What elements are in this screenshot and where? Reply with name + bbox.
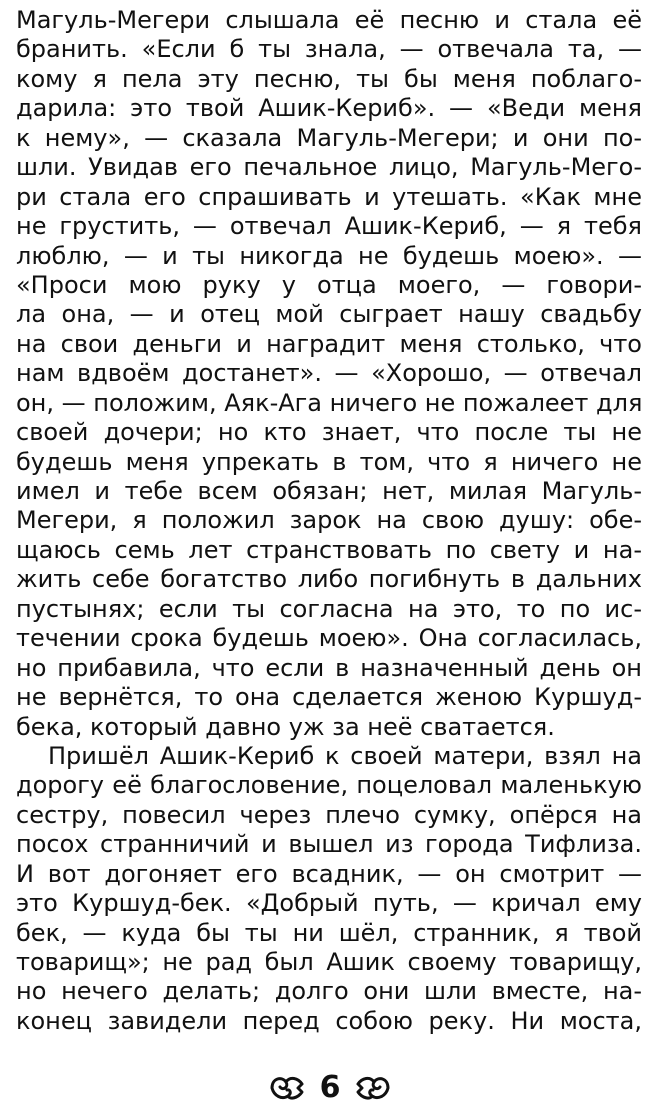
text-line: нам вдвоём достанет». — «Хорошо, — отвечал bbox=[16, 359, 642, 388]
text-line: бранить. «Если б ты знала, — отвечала та, — bbox=[16, 35, 642, 64]
text-line: Магуль-Мегери слышала её песню и стала её bbox=[16, 6, 642, 34]
text-line: пустынях; если ты согласна на это, то по ис- bbox=[16, 594, 642, 623]
text-line: не вернётся, то она сделается женою Куршуд- bbox=[16, 683, 642, 712]
text-line: имел и тебе всем обязан; нет, милая Магуль- bbox=[16, 477, 642, 505]
page-footer bbox=[0, 1068, 660, 1108]
text-line: дорогу её благословение, поцеловал маленькую bbox=[16, 771, 642, 800]
swirl-ornament-icon bbox=[268, 1072, 308, 1104]
text-line: кому я пела эту песню, ты бы меня поблаго- bbox=[16, 64, 642, 93]
text-line: но нечего делать; долго они шли вместе, на- bbox=[16, 977, 642, 1006]
text-line: течении срока будешь моею». Она согласилась, bbox=[16, 624, 642, 653]
text-line: будешь меня упрекать в том, что я ничего не bbox=[16, 447, 642, 476]
page-text bbox=[16, 6, 642, 1036]
page-number: 6 bbox=[319, 1070, 341, 1105]
text-line: ри стала его спрашивать и утешать. «Как мне bbox=[16, 182, 642, 211]
text-line: бек, — куда бы ты ни шёл, странник, я твой bbox=[16, 918, 642, 947]
text-line: сестру, повесил через плечо сумку, опёрся на bbox=[16, 800, 642, 829]
text-line: жить себе богатство либо погибнуть в дальних bbox=[16, 565, 642, 594]
text-line: дарила: это твой Ашик-Кериб». — «Веди меня bbox=[16, 94, 642, 123]
text-line: это Куршуд-бек. «Добрый путь, — кричал ему bbox=[16, 889, 642, 918]
text-line: но прибавила, что если в назначенный день он bbox=[16, 653, 642, 682]
swirl-ornament-icon bbox=[352, 1072, 392, 1104]
text-line: на свои деньги и наградит меня столько, что bbox=[16, 329, 642, 358]
text-line: он, — положим, Аяк-Ага ничего не пожалеет для bbox=[16, 388, 643, 417]
paragraph-start-line: Пришёл Ашик-Кериб к своей матери, взял на bbox=[48, 741, 642, 770]
text-line: щаюсь семь лет странствовать по свету и на- bbox=[16, 535, 642, 564]
text-line: конец завидели перед собою реку. Ни моста, bbox=[16, 1006, 642, 1035]
text-line: «Проси мою руку у отца моего, — говори- bbox=[16, 270, 642, 299]
text-line: своей дочери; но кто знает, что после ты не bbox=[16, 418, 642, 447]
text-line: товарищ»; не рад был Ашик своему товарищу, bbox=[16, 948, 642, 976]
text-line: посох странничий и вышел из города Тифлиза. bbox=[16, 830, 642, 859]
text-line: И вот догоняет его всадник, — он смотрит — bbox=[16, 859, 642, 888]
paragraph-end-line: бека, который давно уж за неё сватается. bbox=[16, 712, 555, 741]
text-line: шли. Увидав его печальное лицо, Магуль-Мего- bbox=[16, 153, 642, 182]
text-line: к нему», — сказала Магуль-Мегери; и они по- bbox=[16, 123, 642, 152]
text-line: Мегери, я положил зарок на свою душу: обе- bbox=[16, 506, 642, 535]
text-line: не грустить, — отвечал Ашик-Кериб, — я тебя bbox=[16, 212, 642, 241]
text-line: люблю, — и ты никогда не будешь моею». — bbox=[16, 241, 642, 270]
text-line: ла она, — и отец мой сыграет нашу свадьбу bbox=[16, 300, 642, 329]
